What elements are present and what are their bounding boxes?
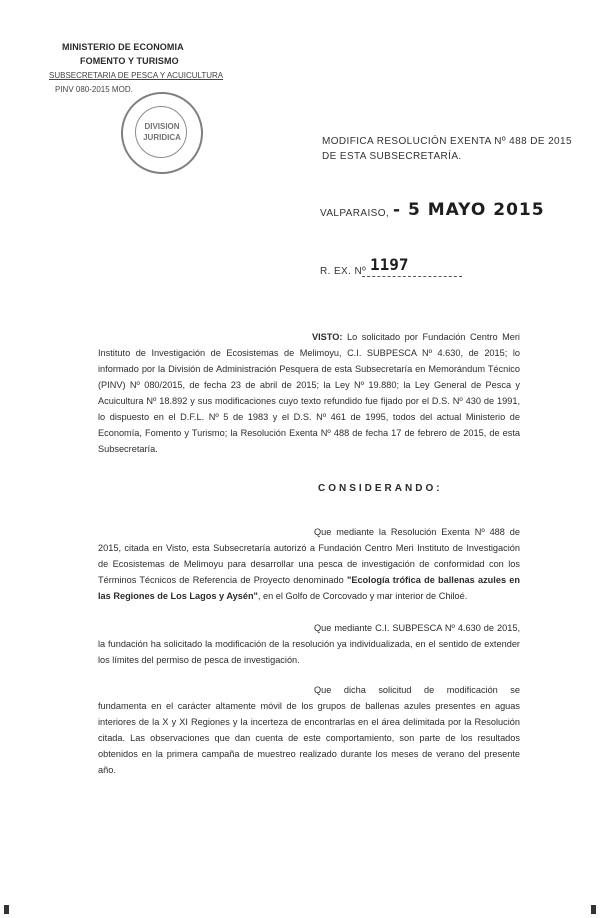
reference-line: PINV 080-2015 MOD. bbox=[55, 85, 133, 94]
visto-label: VISTO: bbox=[312, 332, 343, 342]
division-juridica-stamp bbox=[121, 92, 203, 174]
p3-body: fundamenta en el carácter altamente móvil de los grupos de ballenas azules presentes en aguas interiores de la X y XI Regiones y la incerteza de encontrarlas en el área delimitada por la Resolución citada. Las observaciones que dan cuenta de este comportamiento, son parte de los resultados obtenidos en la primera campaña de muestreo realizado durante los meses de verano del presente año. bbox=[98, 701, 520, 775]
p1-intro: Que mediante la Resolución Exenta Nº 488 de bbox=[314, 527, 520, 537]
considerando-title: CONSIDERANDO: bbox=[318, 483, 443, 494]
scan-mark-left bbox=[4, 905, 9, 914]
stamp-line1: DIVISION bbox=[144, 122, 180, 131]
p1-project-title: "Ecología trófica de ballenas azules en las Regiones de Los Lagos y Aysén" bbox=[98, 575, 520, 601]
considerando-paragraph-2 bbox=[98, 620, 520, 668]
p2-body: la fundación ha solicitado la modificación de la resolución ya individualizada, en el sentido de extender los límites del permiso de pesca de investigación. bbox=[98, 639, 520, 665]
considerando-paragraph-3 bbox=[98, 682, 520, 778]
subject-line1: MODIFICA RESOLUCIÓN EXENTA Nº 488 DE 2015 bbox=[322, 136, 572, 147]
resolution-number-line bbox=[362, 276, 462, 277]
subsecretaria-name: SUBSECRETARIA DE PESCA Y ACUICULTURA bbox=[49, 71, 224, 80]
ministry-name: MINISTERIO DE ECONOMIA bbox=[62, 42, 184, 52]
subject-line2: DE ESTA SUBSECRETARÍA. bbox=[322, 151, 462, 162]
resolution-number: 1197 bbox=[370, 255, 409, 274]
stamp-line2: JURIDICA bbox=[143, 133, 181, 142]
p3-intro: Que dicha solicitud de modificación se bbox=[314, 685, 520, 695]
p2-intro: Que mediante C.I. SUBPESCA Nº 4.630 de 2015, bbox=[314, 623, 520, 633]
considerando-paragraph-1 bbox=[98, 524, 520, 604]
document-date: - 5 MAYO 2015 bbox=[393, 200, 545, 220]
resolution-label: R. EX. Nº bbox=[320, 266, 367, 277]
scan-mark-right bbox=[591, 905, 596, 914]
visto-text: Lo solicitado por Fundación Centro Meri Instituto de Investigación de Ecosistemas de Melimoyu, C.I. SUBPESCA Nº 4.630, de 2015; lo informado por la División de Administración Pesquera de esta Subsecretaría en Memorándum Técnico (PINV) Nº 080/2015, de fecha 23 de abril de 2015; la Ley Nº 19.880; la Ley General de Pesca y Acuicultura Nº 18.892 y sus modificaciones cuyo texto refundido fue fijado por el D.S. Nº 430 de 1991, lo dispuesto en el D.F.L. Nº 5 de 1983 y el D.S. Nº 461 de 1995, todos del actual Ministerio de Economía, Fomento y Turismo; la Resolución Exenta Nº 488 de fecha 17 de febrero de 2015, de esta Subsecretaría. bbox=[98, 332, 520, 454]
stamp-inner-ring bbox=[135, 106, 187, 158]
p1-end: , en el Golfo de Corcovado y mar interior de Chiloé. bbox=[257, 591, 468, 601]
ministry-name-line2: FOMENTO Y TURISMO bbox=[80, 56, 179, 66]
place-label: VALPARAISO, bbox=[320, 208, 390, 219]
p1-body: 2015, citada en Visto, esta Subsecretaría autorizó a Fundación Centro Meri Instituto de Investigación de Ecosistemas de Melimoyu para desarrollar una pesca de investigación de conformidad con los Términos Técnicos de Referencia de Proyecto denominado bbox=[98, 543, 520, 585]
visto-paragraph bbox=[98, 329, 520, 457]
